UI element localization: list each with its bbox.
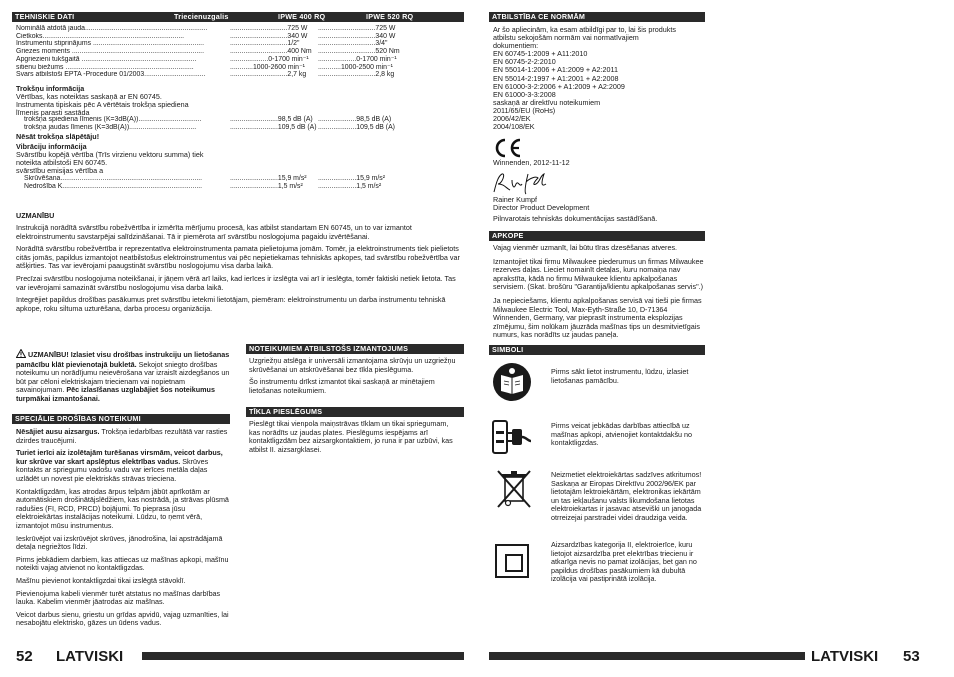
spec-label: Cietkoks.......................................................................... — [16, 32, 185, 40]
spec-value-520: ............1000-2500 min⁻¹ — [318, 63, 393, 71]
page-number-52: 52 — [16, 648, 33, 665]
authorized-note: Pilnvarotais tehniskās dokumentācijas sastādīšanā. — [493, 214, 658, 223]
conformity-line: dokumentiem: — [493, 41, 539, 51]
special-p1: Trokšņa iedarbības rezultātā var rasties dzirdes traucējumi. — [16, 427, 228, 445]
symbols-title: SIMBOLI — [492, 345, 524, 354]
special-para-2: Ieskrūvējot vai izskrūvējot skrūves, jānodrošina, lai apstrādājamā detaļa negriežtos līdzi. — [16, 533, 223, 552]
footer-language-right: LATVISKI — [811, 648, 879, 665]
vibration-value-520: ....................1,5 m/s² — [318, 182, 382, 190]
spec-value-520: ..............................340 W — [318, 32, 396, 40]
noise-warning: Nēsāt trokšņa slāpētāju! — [16, 132, 100, 141]
class-ii-icon — [495, 544, 529, 578]
noise-line-3: līmenis parasti sastāda — [16, 108, 90, 117]
warning-bold-2: Pēc izlasīšanas uzglabājiet šos noteikumus turpmākai izmantošanai. — [16, 385, 215, 403]
noise-value-400: .........................98,5 dB (A) — [230, 116, 313, 123]
conformity-line: EN 61000-3-3:2008 — [493, 89, 556, 99]
special-para-3: Pirms jebkādiem darbiem, kas attiecas uz mašīnas apkopi, mašīnu noteikti vajag atvienot no kontaktligzdas. — [16, 554, 229, 573]
mains-p1: Pieslēgt tikai vienpola maiņstrāvas tīklam un tikai spriegumam, kas norādīts uz jaudas plates. Pieslēgums iespējams arī kontaktligzdām bez aizsargkontaktiem, jo runa ir par uzbūvi, kas atbilst II. aizsargklasei. — [249, 419, 453, 454]
service-p3: Ja nepieciešams, klientu apkalpošanas servisā vai tieši pie firmas Milwaukee Electric Tool, Max-Eyth-Straße 10, D-71364 Winnenden, Germany, var pieprasīt instrumenta eksplozijas zīmējumu, šim nolūkam jāuzrāda mašīnas tips un desmitvietīgais numurs, kas norādīts uz jaudas paneļa. — [493, 295, 702, 340]
special-p2: Skrūves kontakts ar spriegumu vadošu vadu var ierīces metāla daļas uzlādēt un novest pie elektriskās strāvas trieciena. — [16, 456, 209, 483]
vibration-title: Vibrāciju informācija — [16, 142, 87, 151]
noise-label: trokšņa jaudas līmenis (K=3dB(A))................................... — [24, 123, 197, 131]
signatory-role: Director Product Development — [493, 203, 590, 212]
special-p1-bold: Nēsājiet ausu aizsargus. — [16, 427, 100, 436]
vibration-value-400: .........................15,9 m/s² — [230, 175, 307, 182]
mains-title: TĪKLA PIESLĒGUMS — [249, 407, 323, 416]
intended-use-title: NOTEIKUMIEM ATBILSTOŠS IZMANTOJUMS — [249, 344, 409, 353]
spec-value-520: ....................0-1700 min⁻¹ — [318, 55, 397, 63]
attention-para-1: Instrukcijā norādītā svārstību robežvērtība ir izmērīta mērījumu procesā, kas atbilst standartam EN 60745, un to var izmantot elektroinstrumentu savstarpējai salīdzināšanai. Tā ir piemērota arī svārstību noslogojuma pagaidu izvērtēšanai. — [16, 223, 412, 241]
noise-title: Trokšņu informācija — [16, 84, 85, 93]
conformity-line: EN 61000-3-2:2006 + A1:2009 + A2:2009 — [493, 81, 625, 91]
symbol-text-3: Neizmetiet elektroiekārtas sadzīves atkritumos! Saskaņa ar Eiropas Direktīvu 2002/96/EK par lietotajām lektroiekārtām, elektronikas iekārtām un tas iekļaušanu valsts likumdošana lietotas elektroiekartas ir jasavac atseviški un janogada otrreizejai parstradei videi draudziga veida. — [551, 470, 702, 522]
spec-label: Nominālā atdotā jauda................................................................ — [16, 25, 208, 32]
warning-bold: UZMANĪBU! Izlasiet visu drošības instrukciju un lietošanas pamācību klāt pievienotajā bukletā. — [16, 350, 230, 369]
safety-warning — [16, 349, 230, 404]
noise-line-1: Vērtības, kas noteiktas saskaņā ar EN 60745. — [16, 92, 162, 101]
spec-value-400: ............1000-2600 min⁻¹ — [230, 63, 305, 71]
mains-header — [246, 407, 464, 417]
conformity-line: saskaņā ar direktīvu noteikumiem — [493, 97, 601, 107]
spec-value-520: ..............................520 Nm — [318, 48, 400, 56]
special-para-1: Kontaktligzdām, kas atrodas ārpus telpām jābūt aprīkotām ar automātiskiem drošinātājslēdžiem, kas nostrādā, ja strāvas plūsmā radušies (FI, RCD, PRCD) bojājumi. To pieprasa jūsu elektroiekārtas instalācijas noteikumi. Lūdzu, to ņemt vērā, izmantojot mūsu instrumentus. — [16, 486, 229, 530]
left-footer — [12, 649, 464, 665]
spec-value-520: ..............................725 W — [318, 25, 396, 32]
vibration-label: Nedrošība K......................................................................... — [24, 182, 203, 190]
spec-value-520: ..............................2,8 kg — [318, 71, 395, 79]
spec-value-520: ..............................3/4" — [318, 40, 388, 48]
conformity-line: EN 55014-1:2006 + A1:2009 + A2:2011 — [493, 65, 618, 75]
special-safety-header — [12, 414, 230, 424]
vibration-line-1: Svārstību kopējā vērtība (Trīs virzienu vektoru summa) tiek — [16, 150, 204, 159]
spec-value-400: ....................0-1700 min⁻¹ — [230, 55, 309, 63]
intended-use-header — [246, 344, 464, 354]
footer-language-left: LATVISKI — [56, 648, 124, 665]
spec-label: Apgriezieni tukšgaitā ............................................................ — [16, 55, 197, 63]
conformity-title: ATBILSTĪBA CE NORMĀM — [492, 12, 586, 21]
conformity-line: 2004/108/EK — [493, 122, 535, 132]
right-footer — [489, 649, 941, 665]
spec-label: Instrumentu stiprinājums .......................................................... — [16, 40, 205, 48]
spec-value-400: ..............................340 W — [230, 32, 308, 40]
vibration-label: Skrūvēšana.......................................................................... — [24, 175, 203, 182]
mains-text — [249, 420, 461, 454]
conformity-line: EN 55014-2:1997 + A1:2001 + A2:2008 — [493, 73, 619, 83]
noise-value-520: ....................109,5 dB (A) — [318, 123, 395, 131]
noise-label: trokšņa spiediena līmenis (K=3dB(A))................................. — [24, 116, 202, 123]
unplug-icon — [492, 417, 532, 457]
vibration-line-3: svārstību emisijas vērtība a — [16, 166, 104, 175]
signatory-name: Rainer Kumpf — [493, 195, 537, 204]
intended-use-p1: Uzgriežņu atslēga ir universāli izmantojama skrūvju un uzgriežņu skrūvēšanai un atskrūvēšanai bez tīkla pieslēguma. — [249, 356, 456, 374]
vibration-line-2: noteikta atbilstoši EN 60745. — [16, 158, 108, 167]
attention-para-4: Integrējiet papildus drošības pasākumus pret svārstību ietekmi lietotājam, piemēram: elektroinstrumentu un darba instrumentu tehniskā apkope, roku siltuma uzturēšana, darba procesu organizācija. — [16, 295, 446, 313]
spec-value-400: ..............................2,7 kg — [230, 71, 307, 79]
conformity-line: EN 60745-1:2009 + A11:2010 — [493, 49, 588, 59]
conformity-header — [489, 12, 705, 22]
warning-text: Sekojot sniegto drošības noteikumu un norādījumu neievērošana var izraisīt aizdegšanos un būt par cēloni elektriskajam triecienam vai nopietnam savainojumam. — [16, 359, 230, 395]
special-para-6: Veicot darbus sienu, griestu un grīdas apvidū, vajag uzmanīties, lai nesabojātu elektrisko, gāzes un ūdens vadus. — [16, 609, 229, 628]
spec-value-400: ..............................400 Nm — [230, 48, 312, 56]
service-p2: Izmantojiet tikai firmu Milwaukee piederumus un firmas Milwaukee rezerves daļas. Lieciet nomainīt detaļas, kuru nomaiņa nav aprakstīta, kādā no firmu Milwaukee klientu apkalpošanas servisiem. (Skat. brošūru "Garantija/klientu apkalpošanas servis".) — [493, 256, 704, 292]
service-title: APKOPE — [492, 231, 524, 240]
place-date: Winnenden, 2012-11-12 — [493, 158, 570, 167]
attention-para-3: Precīzai svārstību noslogojuma noteikšanai, ir jāņem vērā arī laiks, kad ierīces ir izslēgta vai arī ir ieslēgta, tomēr faktiski netiek lietota. Tas var ievērojami samazināt svārstību noslogojumu visa darba laikā. — [16, 273, 456, 292]
spec-label: Svars atbilstoši EPTA -Procedure 01/2003................................ — [16, 71, 206, 79]
weee-bin-icon — [493, 467, 535, 511]
footer-bar-left — [142, 652, 464, 660]
noise-line-2: Instrumenta tipiskais pēc A vērtētais trokšņa spiediena — [16, 100, 189, 109]
tech-data-title: TEHNISKIE DATI — [15, 12, 75, 21]
service-p1: Vajag vienmēr uzmanīt, lai būtu tīras dzesēšanas atveres. — [493, 243, 678, 252]
read-manual-icon — [492, 362, 532, 402]
symbols-header — [489, 345, 705, 355]
special-para-4: Mašīnu pievienot kontaktligzdai tikai izslēgtā stāvoklī. — [16, 575, 186, 585]
intended-use-p2: Šo instrumentu drīkst izmantot tikai saskaņā ar minētajiem lietošanas noteikumiem. — [249, 377, 435, 395]
spec-label: Griezes moments ..................................................................... — [16, 48, 205, 56]
tech-data-header — [12, 12, 464, 22]
spec-label: sitienu biežums ................................................................... — [16, 63, 194, 71]
col-ipwe520: IPWE 520 RQ — [366, 12, 414, 21]
intended-use-text — [249, 357, 461, 395]
attention-text — [16, 224, 462, 313]
attention-title: UZMANĪBU — [16, 211, 55, 220]
spec-value-400: ..............................725 W — [230, 25, 308, 32]
vibration-value-400: .........................1,5 m/s² — [230, 182, 303, 190]
special-safety-title: SPECIĀLIE DROŠĪBAS NOTEIKUMI — [15, 414, 141, 423]
noise-value-520: ....................98,5 dB (A) — [318, 116, 392, 123]
col-ipwe400: IPWE 400 RQ — [278, 12, 326, 21]
conformity-line: EN 60745-2-2:2010 — [493, 57, 556, 67]
service-header — [489, 231, 705, 241]
symbol-text-2: Pirms veicat jebkādas darbības attiecībā uz mašīnas apkopi, atvienojiet kontaktdakšu no kontaktligzdas. — [551, 421, 693, 448]
vibration-value-520: ....................15,9 m/s² — [318, 175, 386, 182]
special-p2-bold: Turiet ierīci aiz izolētajām turēšanas virsmām, veicot darbus, kur skrūve var skart apslēptus elektrības vadus. — [16, 448, 223, 466]
page-number-53: 53 — [903, 648, 920, 665]
conformity-line: Ar šo apliecinām, ka esam atbildīgi par to, lai šis produkts — [493, 25, 676, 34]
special-para-5: Pievienojuma kabeli vienmēr turēt atstatus no mašīnas darbības lauka. Kabelim vienmēr jāatrodas aiz mašīnas. — [16, 588, 221, 607]
footer-bar-right — [489, 652, 805, 660]
spec-value-400: ..............................1/2" — [230, 40, 300, 48]
noise-value-400: .........................109,5 dB (A) — [230, 123, 317, 131]
conformity-line: atbilstu sekojošām normām vai normatīvajiem — [493, 33, 639, 43]
special-safety-text — [16, 428, 230, 628]
conformity-line: 2011/65/EU (RoHs) — [493, 105, 556, 115]
service-text — [493, 244, 705, 340]
conformity-line: 2006/42/EK — [493, 114, 531, 124]
symbol-text-1: Pirms sākt lietot instrumentu, lūdzu, izlasiet lietošanas pamācību. — [551, 367, 689, 385]
tech-data-subtitle: Triecienuzgalis — [174, 12, 229, 21]
attention-para-2: Norādītā svārstību robežvērtība ir reprezentatīva elektroinstrumenta pamata pielietojuma jomām. Tomēr, ja elektroinstruments tiek pielietots citās jomās, papildus izmantojot neatbilstošus elektroinstrumentus vai pēc nepietiekamas tehniskās apkopes, tad svārstību robežvērtība var atšķirties. Tas var ievērojami paaugstināt svārstību noslogojumu visa darba laikā. — [16, 244, 460, 271]
symbol-text-4: Aizsardzības kategorija II, elektroierīce, kuru lietojot aizsardzība pret elektrības triecienu ir atkarīga nevis no pamat izolācijas, bet gan no papildus drošības pasākumiem kā dubultā izolācija vai pastiprinātā izolācija. — [551, 540, 697, 584]
conformity-text — [493, 26, 703, 131]
